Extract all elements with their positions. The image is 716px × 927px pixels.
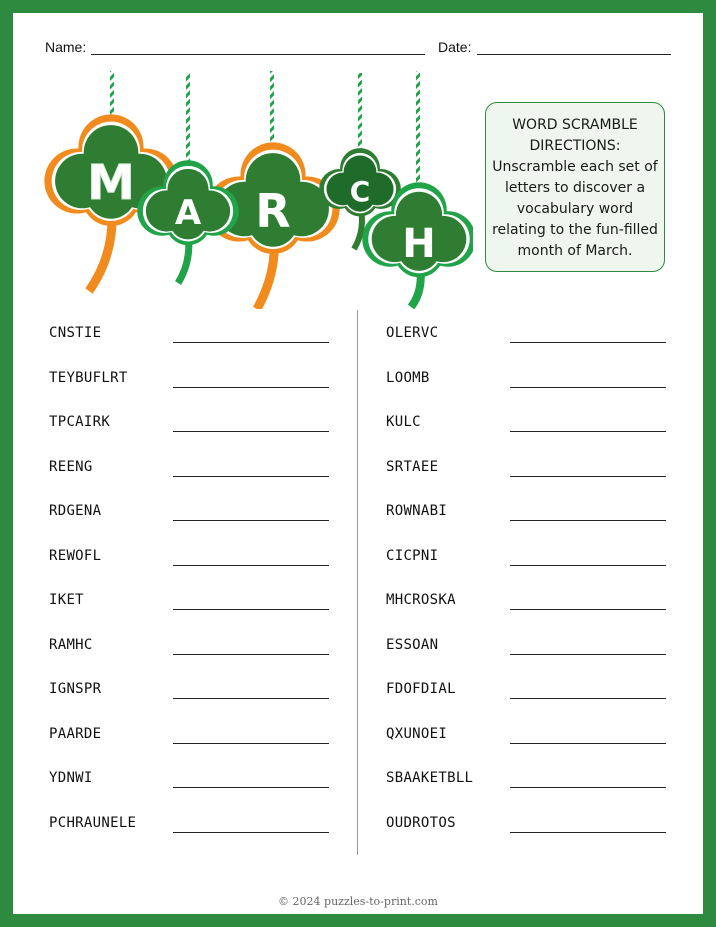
banner-letter-h: H [402, 221, 436, 267]
left-answer-line[interactable] [173, 654, 329, 655]
right-answer-line[interactable] [510, 342, 666, 343]
copyright-footer: © 2024 puzzles-to-print.com [278, 895, 438, 908]
right-scrambled-word: KULC [386, 414, 421, 430]
left-answer-line[interactable] [173, 342, 329, 343]
left-answer-line[interactable] [173, 698, 329, 699]
left-scrambled-word: RDGENA [49, 503, 102, 519]
left-scrambled-word: PAARDE [49, 725, 102, 742]
right-scrambled-word: FDOFDIAL [386, 681, 456, 697]
directions-box [485, 102, 665, 272]
right-scrambled-word: LOOMB [386, 369, 430, 386]
left-answer-line[interactable] [173, 431, 329, 432]
right-scrambled-word: QXUNOEI [386, 725, 448, 742]
left-answer-line[interactable] [173, 787, 329, 788]
right-answer-line[interactable] [510, 698, 666, 699]
left-answer-line[interactable] [173, 387, 329, 388]
banner-letter-a: A [174, 193, 202, 233]
right-answer-line[interactable] [510, 832, 666, 833]
left-answer-line[interactable] [173, 520, 329, 521]
banner-letter-m: M [87, 155, 135, 211]
right-answer-line[interactable] [510, 387, 666, 388]
right-scrambled-word: MHCROSKA [386, 592, 456, 608]
left-scrambled-word: PCHRAUNELE [49, 814, 137, 831]
left-answer-line[interactable] [173, 609, 329, 610]
left-scrambled-word: CNSTIE [49, 325, 102, 341]
left-scrambled-word: REWOFL [49, 547, 102, 564]
name-field[interactable] [91, 54, 425, 55]
directions-text: Unscramble each set of letters to discover a vocabulary word relating to the fun-filled month of March. [492, 159, 658, 259]
left-answer-line[interactable] [173, 832, 329, 833]
right-scrambled-word: ROWNABI [386, 503, 448, 519]
left-scrambled-word: IKET [49, 592, 84, 608]
right-answer-line[interactable] [510, 609, 666, 610]
right-scrambled-word: SRTAEE [386, 458, 439, 475]
date-field[interactable] [477, 54, 671, 55]
name-label: Name: [45, 39, 87, 55]
right-answer-line[interactable] [510, 743, 666, 744]
left-scrambled-word: IGNSPR [49, 681, 102, 697]
right-answer-line[interactable] [510, 520, 666, 521]
right-answer-line[interactable] [510, 565, 666, 566]
left-answer-line[interactable] [173, 743, 329, 744]
left-answer-line[interactable] [173, 565, 329, 566]
left-scrambled-word: TEYBUFLRT [49, 369, 128, 386]
right-answer-line[interactable] [510, 476, 666, 477]
left-scrambled-word: YDNWI [49, 770, 93, 786]
right-scrambled-word: SBAAKETBLL [386, 770, 474, 786]
march-shamrock-banner [33, 69, 473, 309]
date-label: Date: [438, 39, 472, 55]
right-scrambled-word: ESSOAN [386, 636, 439, 653]
right-scrambled-word: OUDROTOS [386, 814, 456, 831]
banner-letter-c: C [349, 175, 371, 208]
banner-letter-r: R [255, 184, 291, 238]
left-scrambled-word: REENG [49, 458, 93, 475]
left-scrambled-word: TPCAIRK [49, 414, 111, 430]
right-scrambled-word: CICPNI [386, 547, 439, 564]
right-answer-line[interactable] [510, 431, 666, 432]
right-answer-line[interactable] [510, 787, 666, 788]
right-scrambled-word: OLERVC [386, 325, 439, 341]
column-divider [357, 310, 358, 855]
left-answer-line[interactable] [173, 476, 329, 477]
directions-title: WORD SCRAMBLE DIRECTIONS: [512, 117, 638, 154]
left-scrambled-word: RAMHC [49, 636, 93, 653]
right-answer-line[interactable] [510, 654, 666, 655]
worksheet-page [13, 13, 703, 914]
